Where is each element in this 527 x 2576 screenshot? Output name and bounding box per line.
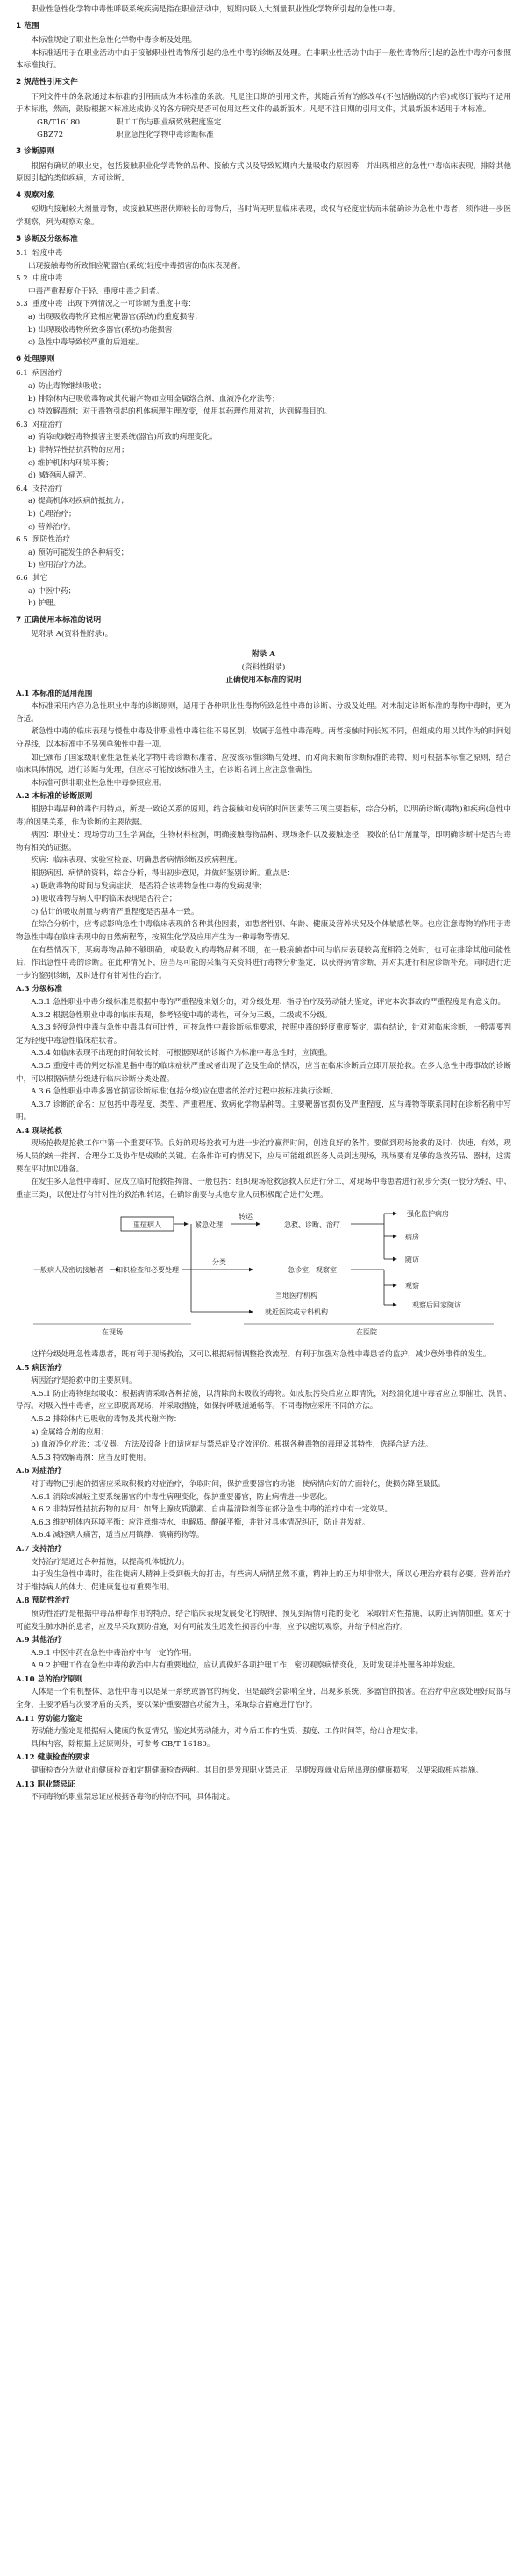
rescue-flow-diagram (16, 1207, 511, 1343)
annex-paragraph: b) 血液净化疗法：其仪器、方法及设备上的适应症与禁忌症及疗效评价。根据各种毒物的毒理及其特性，选择合适方法。 (31, 1440, 433, 1450)
clause-5-3-heading (16, 298, 511, 311)
annex-paragraph: A.5.1 防止毒物继续吸收：根据病情采取各种措施，以清除尚未吸收的毒物。如皮肤污染后应立即清洗，对经消化道中毒者应立即催吐、洗胃、导泻。对吸入性中毒者，应立即脱离现场，并采取措施，如保持呼吸道通畅等。不同毒物应采用不同的方法。 (16, 1389, 511, 1412)
section-3-title: 3 诊断原则 (16, 146, 55, 156)
annex-a13-title: A.13 职业禁忌证 (16, 1780, 75, 1789)
annex-paragraph: b) 吸收毒物与病人中的临床表现是否符合； (31, 895, 177, 904)
reference-code: GB/T16180 (37, 117, 81, 127)
annex-paragraph: A.3.4 如临床表现不出现的时间较长时，可根据现场的诊断作为标准中毒急性时，应慎重。 (31, 1049, 332, 1058)
section-7-p1: 见附录 A(资料性附录)。 (31, 630, 113, 640)
clause-line: a) 防止毒物继续吸收； (28, 382, 106, 392)
annex-a12-title: A.12 健康检查的要求 (16, 1753, 90, 1763)
clause-number: 5.1 (16, 249, 28, 258)
clause-title: 轻度中毒 (32, 249, 63, 258)
annex-paragraph: A.6.3 维护机体内环境平衡：应注意维持水、电解质、酸碱平衡，并针对具体情况纠正，防止并发症。 (31, 1518, 370, 1527)
node-hosp2: 就近医院或专科机构 (265, 1308, 328, 1317)
reference-title: 职业急性化学物中毒诊断标准 (116, 131, 214, 140)
clause-title: 对症治疗 (32, 420, 63, 429)
clause-title: 重度中毒 (32, 300, 63, 309)
section-1-title: 1 范围 (16, 21, 39, 31)
node-scene: 一般病人及密切接触者 (33, 1266, 103, 1275)
annex-paragraph: A.3.5 重度中毒的判定标准是指中毒的临床症状严重或者出现了危及生命的情况，应当在临床诊断后立即开展抢救。在多人急性中毒事故的诊断中，可以根据病情分级进行临床诊断分类处置。 (16, 1061, 511, 1084)
clause-line: d) 减轻病人痛苦。 (28, 471, 91, 481)
annex-paragraph: 疾病：临床表现、实验室检查、明确患者病情诊断及疾病程度。 (31, 856, 242, 866)
annex-paragraph: A.3.1 急性职业中毒分级标准是根据中毒的严重程度来划分的，对分级处理、指导治疗及劳动能力鉴定，评定本次事故的严重程度是有意义的。 (31, 997, 506, 1007)
section-1-p1: 本标准规定了职业性急性化学物中毒诊断及处理。 (31, 36, 197, 46)
annex-paragraph: 在有些情况下，某病毒物品种不够明确，或吸收入的毒物品种不明，在一般接触者中可与临床表现较高度相符之处时，也可在排除其他可能性后，作出急性中毒的诊断。在此种情况下，应当尽可能的采集有关资料进行毒物分析鉴定，以获得病情诊断，并对其进行相应诊断补充。同时进行进一步的鉴别诊断，及时进行有针对性的治疗。 (16, 945, 511, 980)
clause-line: b) 应用治疗方法。 (28, 561, 91, 570)
annex-paragraph: 在发生多人急性中毒时，应成立临时抢救指挥部，一般包括：组织现场抢救急救人员进行分工，对现场中毒患者进行初步分类(一般分为轻、中、重症三类)，以便进行有针对性的救治和转运，在确诊前要与其他专业人员积极配合进行处理。 (16, 1178, 511, 1200)
node-icu: 强化监护病房 (407, 1210, 449, 1219)
section-2-p1: 下列文件中的条款通过本标准的引用而成为本标准的条款。凡是注日期的引用文件，其随后所有的修改单(不包括勘误的内容)或修订版均不适用于本标准，然而，鼓励根据本标准达成协议的各方研究是否可使用这些文件的最新版本。凡是不注日期的引用文件，其最新版本适用于本标准。 (16, 92, 511, 115)
rescue-flow-svg (16, 1207, 511, 1338)
intro-paragraph: 职业性急性化学物中毒性呼吸系统疾病是指在职业活动中，短期内吸入大剂量职业性化学物所引起的急性中毒。 (31, 5, 401, 14)
annex-a7-title: A.7 支持治疗 (16, 1544, 63, 1553)
annex-a9-title: A.9 其他治疗 (16, 1636, 63, 1645)
annex-paragraph: 预防性治疗是根据中毒品种毒作用的特点，结合临床表现发展变化的规律，预见到病情可能的变化，采取针对性措施，以防止病情加重。如对于可能发生肺水肿的患者，应及早采取预防措施，对有可能发生迟发性损害的中毒，应予以密切观察，并给予相应治疗。 (16, 1609, 511, 1631)
clause-line: 出现接触毒物所致相应靶器官(系统)轻度中毒损害的临床表现者。 (28, 261, 246, 271)
clause-line: b) 排除体内已吸收毒物或其代谢产物如应用金属络合剂、血液净化疗法等； (28, 394, 280, 404)
clause-5-2-heading (16, 272, 511, 286)
annex-paragraph: A.3.3 轻度急性中毒与急性中毒具有可比性，可按急性中毒诊断标准要求，按照中毒的轻度重度鉴定，需有结论，针对对临床诊断，一般需要判定为轻度中毒急性临床症状者。 (16, 1023, 511, 1045)
clause-5-1-heading (16, 247, 511, 260)
annex-label: 附录 A (252, 649, 275, 659)
annex-paragraph: 健康检查分为就业前健康检查和定期健康检查两种。其目的是发现职业禁忌证，早期发现就业后所出现的健康损害，以便采取相应措施。 (31, 1766, 483, 1776)
node-sort: 分类 (212, 1258, 226, 1267)
annex-a2-title: A.2 本标准的诊断原则 (16, 792, 93, 802)
clause-number: 6.4 (16, 484, 28, 493)
node-emergency: 紧急处理 (195, 1221, 223, 1229)
node-discharge: 观察后回家随访 (412, 1301, 461, 1310)
annex-paragraph: 人体是一个有机整体，急性中毒可以是某一系统或器官的病变，但是最终会影响全身，出现多系统、多器官的损害。在治疗中应该处理好局部与全身、主要矛盾与次要矛盾的关系，要以保护重要器官功能为主，采取综合措施进行治疗。 (16, 1688, 511, 1710)
reference-code: GBZ72 (37, 131, 64, 140)
annex-a6-title: A.6 对症治疗 (16, 1467, 63, 1476)
annex-paragraph: 这样分级处理急性毒患者，既有利于现场救治，又可以根据病情调整抢救流程，有利于加强对急性中毒患者的监护，减少意外事件的发生。 (31, 1350, 491, 1360)
annex-paragraph: 病因：职业史：现场劳动卫生学调查，生物材料检测，明确接触毒物品种、现场条件以及接触途径，吸收的估计剂量等，即明确诊断中是否与毒物有相关的证据。 (16, 831, 511, 853)
annex-a3-title: A.3 分级标准 (16, 985, 63, 994)
annex-paragraph: A.3.6 急性职业中毒多器官损害诊断标准(包括分级)应在患者的治疗过程中按标准执行诊断。 (31, 1087, 338, 1097)
annex-paragraph: A.9.1 中医中药在急性中毒治疗中有一定的作用。 (31, 1648, 196, 1658)
reference-title: 职工工伤与职业病致残程度鉴定 (116, 117, 222, 127)
annex-paragraph: 本标准可供非职业性急性中毒参照应用。 (31, 778, 167, 788)
clause-line: a) 出现吸收毒物所致相应靶器官(系统)的重度损害； (28, 313, 203, 322)
clause-lead: 出现下列情况之一可诊断为重度中毒： (68, 300, 196, 309)
clause-number: 6.6 (16, 573, 28, 583)
annex-paragraph: 不同毒物的职业禁忌证应根据各毒物的特点不同，具体制定。 (31, 1793, 235, 1802)
clause-title: 其它 (32, 573, 48, 583)
annex-paragraph: c) 估计的吸收剂量与病情严重程度是否基本一致。 (31, 907, 199, 916)
clause-number: 5.2 (16, 274, 28, 284)
annex-paragraph: a) 吸收毒物的时间与发病症状，是否符合该毒物急性中毒的发病规律； (31, 881, 267, 891)
clause-6-1-heading (16, 367, 511, 380)
reference-row (16, 117, 511, 130)
clause-6-5-heading (16, 534, 511, 547)
annex-paragraph: a) 金属络合剂的应用； (31, 1427, 109, 1437)
annex-a10-title: A.10 总的治疗原则 (16, 1674, 83, 1684)
clause-6-3-heading (16, 419, 511, 432)
clause-line: b) 护理。 (28, 599, 61, 609)
annex-paragraph: A.5.3 特效解毒剂：应当及时使用。 (31, 1453, 152, 1462)
clause-line: c) 营养治疗。 (28, 522, 75, 532)
clause-line: b) 非特异性拮抗药物的应用； (28, 446, 129, 455)
annex-paragraph: 支持治疗是通过各种措施，以提高机体抵抗力。 (31, 1557, 189, 1567)
section-4-p1: 短期内接触较大剂量毒物，或接触某些潜伏期较长的毒物后，当时尚无明显临床表现，或仅有轻度症状而未能确诊为急性中毒者，须作进一步医学观察，列为观察对象。 (16, 205, 511, 227)
section-7-title: 7 正确使用本标准的说明 (16, 615, 102, 625)
section-6-title: 6 处理原则 (16, 354, 55, 364)
section-2-title: 2 规范性引用文件 (16, 77, 78, 87)
clause-line: 中毒严重程度介于轻、重度中毒之间者。 (28, 287, 164, 296)
clause-line: a) 预防可能发生的各种病变； (28, 548, 129, 557)
clause-line: b) 出现吸收毒物所致多器官(系统)功能损害； (28, 325, 180, 335)
node-mass: 重症病人 (133, 1221, 161, 1229)
node-transfer: 转运 (239, 1213, 253, 1221)
annex-title: 正确使用本标准的说明 (225, 676, 302, 685)
node-local: 当地医疗机构 (275, 1292, 317, 1300)
annex-paragraph: 具体内容，除根据上述原则外，可参考 GB/T 16180。 (31, 1739, 215, 1749)
annex-paragraph: 根据中毒品种的毒作用特点，所提一致论关系的原则，结合接触和发病的时间因素等三项主要指标，综合分析，以明确诊断(毒物)和疾病(急性中毒)的因果关系，作为诊断的主要依据。 (16, 805, 511, 827)
annex-paragraph: 在综合分析中，应考虑影响急性中毒临床表现的各种其他因素，如患者性别、年龄、健康及营养状况及个体敏感性等。也应注意毒物的作用于毒物急性中毒在临床表现中的自然病程等，按照生化学及应用产生为一种毒物等情况。 (16, 920, 511, 942)
node-follow: 随访 (405, 1256, 419, 1264)
label-inhosp: 在医院 (356, 1328, 377, 1337)
annex-paragraph: 紧急性中毒的临床表现与慢性中毒及非职业性中毒往往不易区别，故属于急性中毒范畴。两者接触时间长短不同，但组成的用以其作为的时间划分界线，以本标准中不另列单独性中毒一项。 (16, 727, 511, 750)
annex-a11-title: A.11 劳动能力鉴定 (16, 1714, 83, 1723)
clause-title: 预防性治疗 (32, 535, 71, 545)
section-4-title: 4 观察对象 (16, 190, 55, 200)
annex-paragraph: A.9.2 护理工作在急性中毒的救治中占有重要地位，应认真做好各项护理工作，密切观察病情变化，及时发现并处理各种并发症。 (31, 1661, 460, 1671)
clause-title: 中度中毒 (32, 274, 63, 284)
node-outpatient: 急诊室，观察室 (288, 1266, 337, 1275)
annex-paragraph: 如已颁布了国家级职业性急性某化学物中毒诊断标准者，应按该标准诊断与处理，而对尚未颁布诊断标准的毒物，则可根据本标准之原则，结合临床具体情况，进行诊断与处理，但应尽可能按该标准为主，在诊断名词上应注意准确性。 (16, 753, 511, 775)
node-observe: 观察 (405, 1282, 419, 1291)
clause-line: a) 提高机体对疾病的抵抗力； (28, 497, 129, 506)
annex-paragraph: 由于发生急性中毒时，往往使病人精神上受到极大的打击，有些病人病情虽然不重，精神上的压力却非常大，所以心理治疗很有必要。营养治疗对于维持病人的体力、促进康复也有重要作用。 (16, 1570, 511, 1592)
annex-a4-title: A.4 现场抢救 (16, 1126, 63, 1136)
clause-number: 6.3 (16, 420, 28, 429)
annex-paragraph: 病因治疗是抢救中的主要原则。 (31, 1376, 137, 1386)
annex-paragraph: A.3.2 根据急性职业中毒的临床表现，参考轻度中毒的毒性，可分为三级，二级或不分级。 (31, 1010, 332, 1020)
annex-paragraph: 劳动能力鉴定是根据病人健康的恢复情况，鉴定其劳动能力，对今后工作的性质、强度、工作时间等，给出合理安排。 (31, 1727, 424, 1737)
annex-paragraph: 对于毒物已引起的损害应采取积极的对症治疗，争取时间，保护重要器官的功能，使病情向好的方面转化，使损伤降至最低。 (31, 1479, 445, 1489)
clause-line: a) 消除或减轻毒物损害主要系统(器官)所致的病理变化； (28, 433, 217, 442)
annex-paragraph: 根据病因、病情的资料，综合分析，得出初步意见，并做好鉴别诊断。重点是： (31, 869, 295, 878)
annex-a5-title: A.5 病因治疗 (16, 1363, 63, 1373)
reference-row (16, 129, 511, 142)
annex-paragraph: A.5.2 排除体内已吸收的毒物及其代谢产物： (31, 1415, 182, 1424)
section-3-p1: 根据有确切的职业史，包括接触职业化学毒物的品种、接触方式以及导致短期内大量吸收的原因等，并出现相应的急性中毒临床表现，排除其他原因引起的类似疾病，方可诊断。 (16, 161, 511, 184)
clause-6-4-heading (16, 483, 511, 496)
annex-paragraph: 本标准采用内容为急性职业中毒的诊断原则，适用于各种职业性毒物所致急性中毒的诊断、分级及处理。对未制定诊断标准的毒物中毒时，更为合适。 (16, 702, 511, 724)
annex-paragraph: A.3.7 诊断的命名：应包括中毒程度、类型、严重程度、致病化学物品种等。主要靶器官损伤及严重程度，应与毒物等联系同时在诊断名称中写明。 (16, 1100, 511, 1122)
section-5-title: 5 诊断及分级标准 (16, 234, 78, 244)
clause-line: a) 中医中药； (28, 586, 76, 596)
clause-title: 支持治疗 (32, 484, 63, 493)
node-treatment: 急救、诊断、治疗 (284, 1221, 340, 1229)
annex-paragraph: A.6.2 非特异性拮抗药物的应用：如肾上腺皮质激素、自由基清除剂等在部分急性中毒的治疗中有一定效果。 (31, 1505, 393, 1515)
node-know: 知识检查和必要处理 (116, 1266, 179, 1275)
label-onsite: 在现场 (102, 1328, 123, 1337)
annex-a8-title: A.8 预防性治疗 (16, 1596, 70, 1606)
clause-title: 病因治疗 (32, 369, 63, 379)
clause-number: 6.5 (16, 535, 28, 545)
annex-paragraph: A.6.4 减轻病人痛苦，适当应用镇静、镇痛药物等。 (31, 1531, 204, 1540)
clause-number: 5.3 (16, 300, 28, 309)
clause-number: 6.1 (16, 369, 28, 379)
clause-6-6-heading (16, 572, 511, 585)
clause-line: c) 特效解毒剂：对于毒物引起的机体病理生理改变，使用其药理作用对抗，达到解毒目的。 (28, 407, 332, 417)
annex-paragraph: A.6.1 消除或减轻主要系统器官的中毒性病理变化，保护重要器官，防止病情进一步恶化。 (31, 1492, 332, 1502)
annex-paragraph: 现场抢救是抢救工作中第一个重要环节。良好的现场抢救可为进一步治疗赢得时间，创造良好的条件。要做到现场抢救的及时、快速、有效，现场人员的统一指挥、合理分工及协作是成败的关键。在条件许可的情况下，应尽可能组织医务人员到达现场，现场要有足够的急救药品、器材，这需要在平时加以准备。 (16, 1139, 511, 1174)
clause-line: c) 维护机体内环境平衡； (28, 458, 113, 468)
clause-line: b) 心理治疗； (28, 509, 76, 519)
clause-line: c) 急性中毒导致较严重的后遗症。 (28, 338, 144, 348)
annex-a1-title: A.1 本标准的适用范围 (16, 689, 93, 698)
annex-kind: (资料性附录) (241, 662, 286, 672)
node-ward: 病房 (405, 1233, 419, 1242)
section-1-p2: 本标准适用于在职业活动中由于接触职业性毒物所引起的急性中毒的诊断及处理。在非职业性活动中由于一般性毒物所引起的急性中毒亦可参照本标准执行。 (16, 48, 511, 71)
